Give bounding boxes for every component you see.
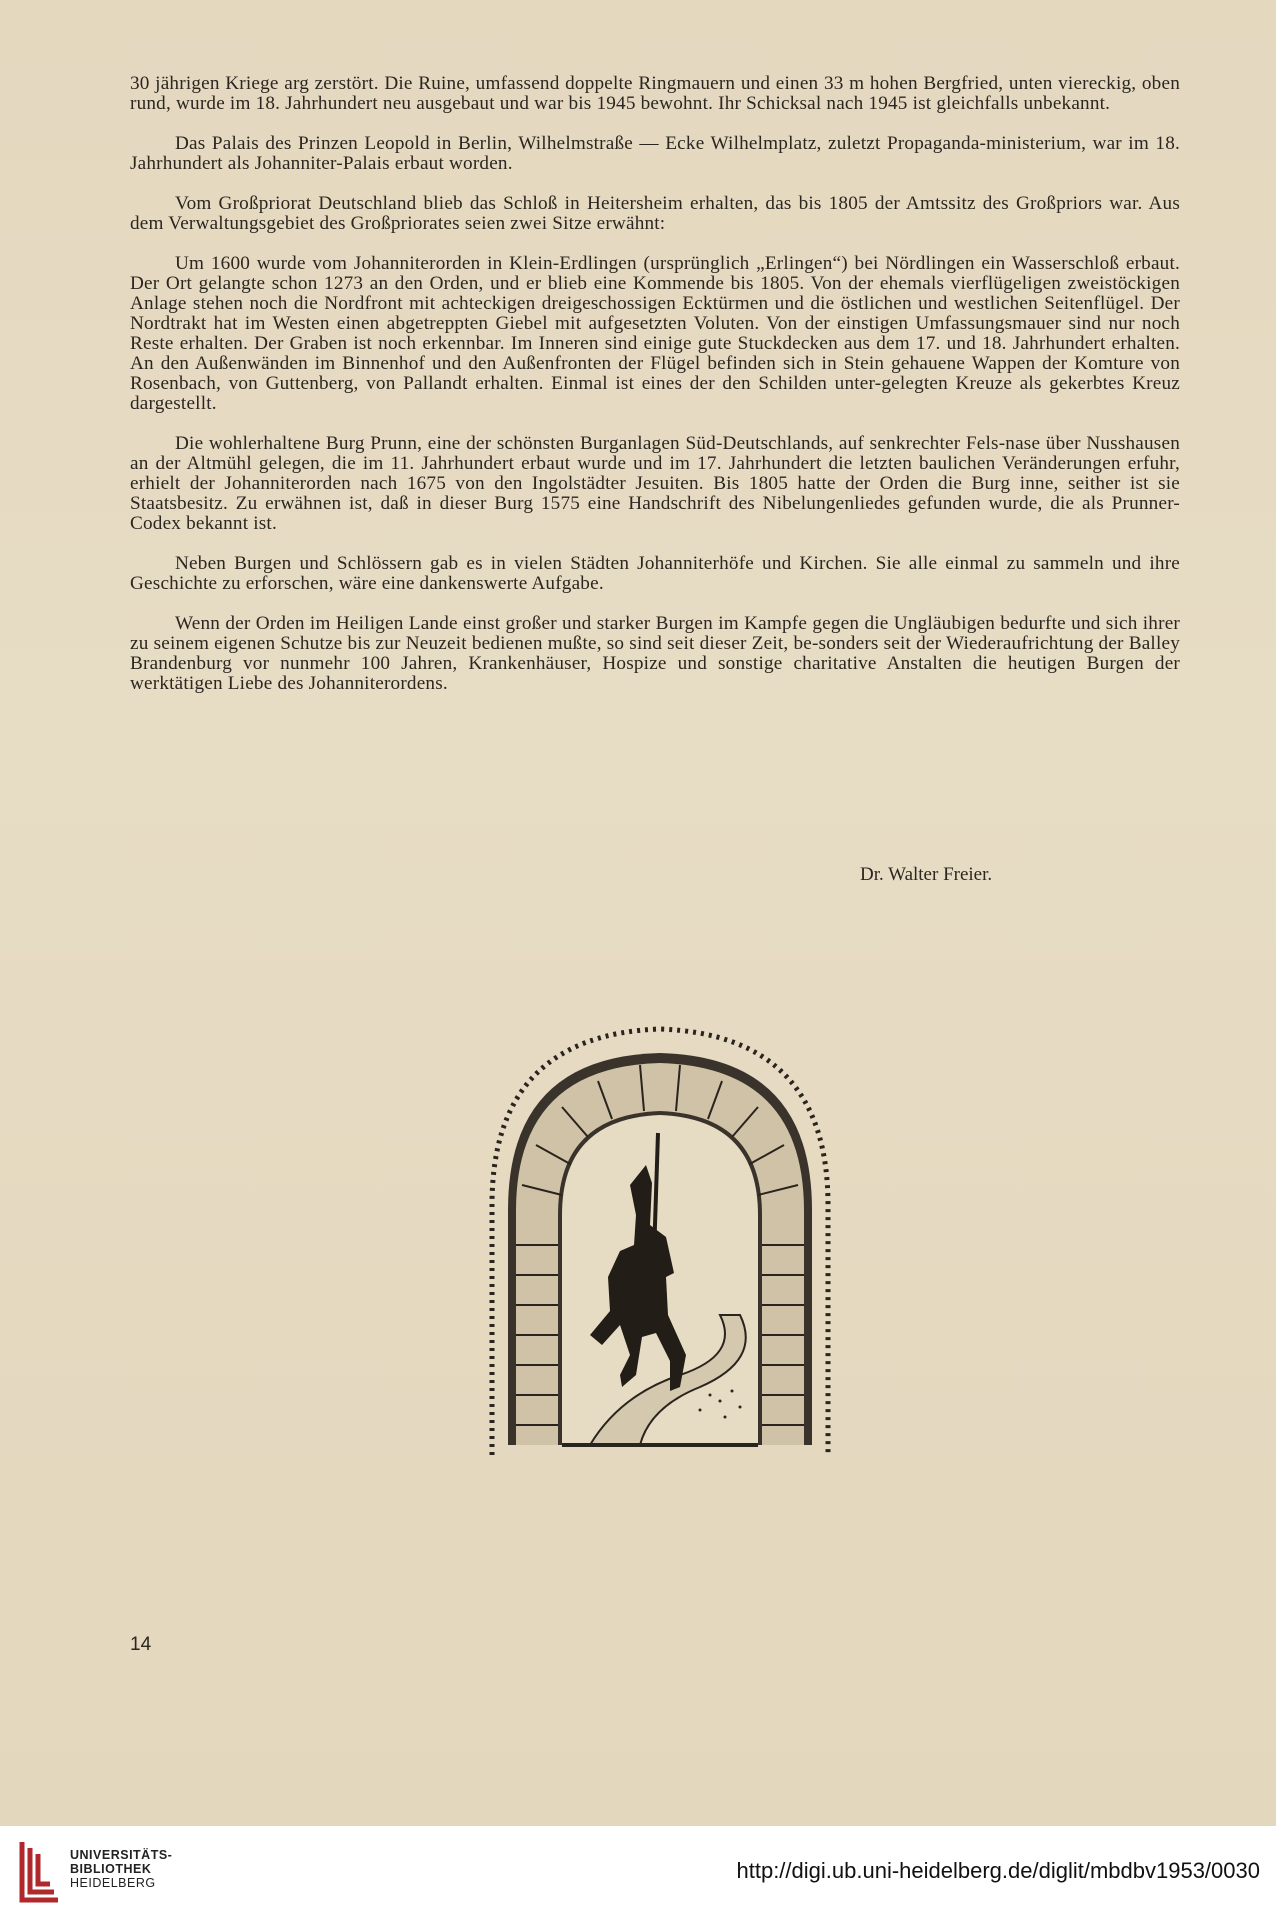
author-signature: Dr. Walter Freier. (860, 864, 993, 885)
library-name (70, 1848, 172, 1890)
library-name-line3: HEIDELBERG (70, 1876, 156, 1890)
paragraph-3: Vom Großpriorat Deutschland blieb das Schloß in Heitersheim erhalten, das bis 1805 der Amtssitz des Großpriors war. Aus dem Verwaltungsgebiet des Großpriorates seien zwei Sitze erwähnt: (130, 193, 1180, 234)
knight-gate-illustration-icon (470, 1015, 850, 1460)
source-url-link[interactable]: http://digi.ub.uni-heidelberg.de/diglit/mbdbv1953/0030 (736, 1858, 1260, 1883)
paragraph-7: Wenn der Orden im Heiligen Lande einst großer und starker Burgen im Kampfe gegen die Ungläubigen bedurfte und sich ihrer zu seinem eigenen Schutze bis zur Neuzeit bedienen mußte, so sind seit dieser Zeit, be-sonders seit der Wiederaufrichtung der Balley Brandenburg vor nunmehr 100 Jahren, Krankenhäuser, Hospize und sonstige charitative Anstalten die heutigen Burgen der werktätigen Liebe des Johanniterordens. (130, 613, 1180, 694)
paragraph-5: Die wohlerhaltene Burg Prunn, eine der schönsten Burganlagen Süd-Deutschlands, auf senkrechter Fels-nase über Nusshausen an der Altmühl gelegen, die im 11. Jahrhundert erbaut wurde und im 17. Jahrhundert die letzten baulichen Veränderungen erfuhr, erhielt der Johanniterorden nach 1675 von den Ingolstädter Jesuiten. Bis 1805 hatte der Orden die Burg inne, seither ist sie Staatsbesitz. Zu erwähnen ist, daß in dieser Burg 1575 eine Handschrift des Nibelungenliedes gefunden wurde, die als Prunner-Codex bekannt ist. (130, 433, 1180, 534)
paragraph-4: Um 1600 wurde vom Johanniterorden in Klein-Erdlingen (ursprünglich „Erlingen“) bei Nördlingen ein Wasserschloß erbaut. Der Ort gelangte schon 1273 an den Orden, und er blieb eine Kommende bis 1805. Von der ehemals vierflügeligen zweistöckigen Anlage stehen noch die Nordfront mit achteckigen dreigeschossigen Ecktürmen und die östlichen und westlichen Seitenflügel. Der Nordtrakt hat im Westen einen abgetreppten Giebel mit aufgesetzten Voluten. Von der einstigen Umfassungsmauer sind nur noch Reste erhalten. Der Graben ist noch erkennbar. Im Inneren sind einige gute Stuckdecken aus dem 17. und 18. Jahrhundert erhalten. An den Außenwänden im Binnenhof und den Außenfronten der Flügel befinden sich in Stein gehauene Wappen der Komture von Rosenbach, von Guttenberg, von Pallandt erhalten. Einmal ist eines der den Schilden unter-gelegten Kreuze als gekerbtes Kreuz dargestellt. (130, 253, 1180, 414)
body-text (130, 74, 1180, 714)
page-number: 14 (130, 1634, 152, 1655)
library-name-line2: BIBLIOTHEK (70, 1862, 152, 1876)
university-library-logo-icon (18, 1838, 62, 1904)
paragraph-6: Neben Burgen und Schlössern gab es in vielen Städten Johanniterhöfe und Kirchen. Sie alle einmal zu sammeln und ihre Geschichte zu erforschen, wäre eine dankenswerte Aufgabe. (130, 553, 1180, 594)
library-name-line1: UNIVERSITÄTS- (70, 1848, 173, 1862)
paragraph-2: Das Palais des Prinzen Leopold in Berlin, Wilhelmstraße — Ecke Wilhelmplatz, zuletzt Propaganda-ministerium, war im 18. Jahrhundert als Johanniter-Palais erbaut worden. (130, 133, 1180, 174)
paragraph-1: 30 jährigen Kriege arg zerstört. Die Ruine, umfassend doppelte Ringmauern und einen 33 m hohen Bergfried, unten viereckig, oben rund, wurde im 18. Jahrhundert neu ausgebaut und war bis 1945 bewohnt. Ihr Schicksal nach 1945 ist gleichfalls unbekannt. (130, 73, 1180, 114)
